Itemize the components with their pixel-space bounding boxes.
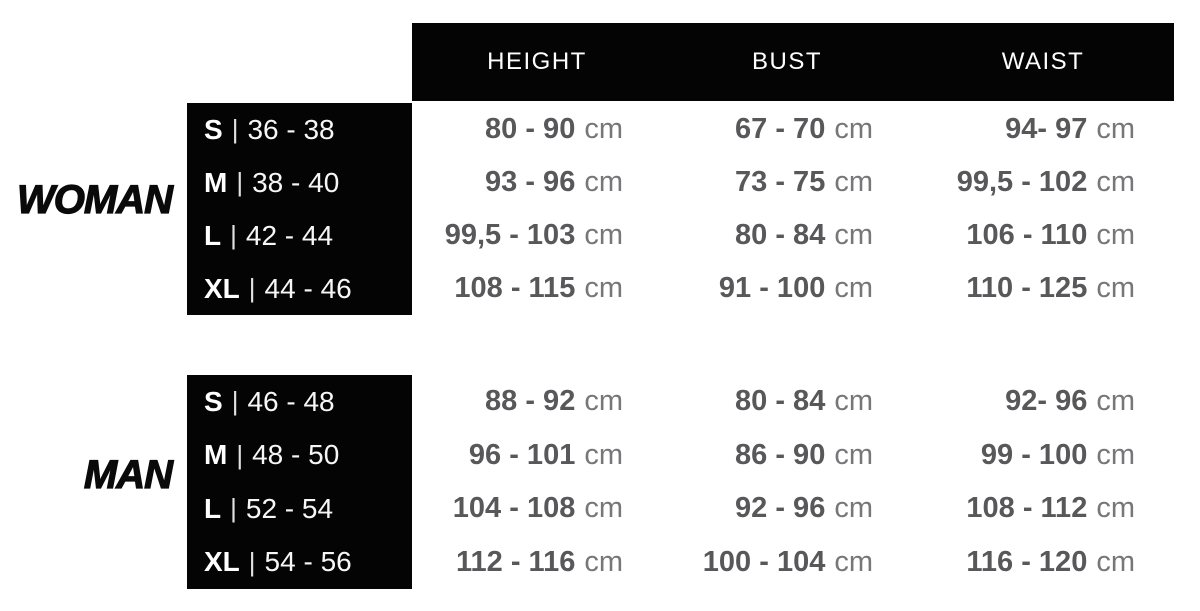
column-header-height-label: HEIGHT (487, 48, 587, 75)
unit-label: cm (834, 166, 873, 198)
size-range: 48 - 50 (252, 439, 340, 471)
height-value: 88 - 92 (485, 385, 576, 418)
size-separator: | (231, 386, 239, 417)
woman-m-waist-cell (912, 156, 1174, 209)
unit-label: cm (584, 272, 623, 304)
unit-label: cm (834, 219, 873, 251)
size-label: S (204, 113, 223, 145)
unit-label: cm (584, 166, 623, 198)
size-label: XL (204, 546, 240, 578)
waist-value: 99 - 100 (980, 438, 1088, 471)
unit-label: cm (1096, 438, 1135, 471)
woman-l-bust-cell (662, 209, 912, 262)
waist-value: 108 - 112 (966, 492, 1088, 525)
size-range: 44 - 46 (264, 272, 352, 304)
height-value: 112 - 116 (455, 545, 576, 578)
unit-label: cm (1096, 166, 1135, 198)
size-range: 42 - 44 (245, 219, 334, 251)
bust-value: 92 - 96 (735, 492, 826, 525)
unit-label: cm (584, 113, 623, 145)
waist-value: 106 - 110 (966, 219, 1088, 251)
size-label: L (204, 492, 222, 524)
woman-xl-waist-cell (912, 262, 1174, 315)
man-size-cell-xl (187, 536, 412, 590)
man-size-cell-m (187, 429, 412, 483)
man-s-height-cell (412, 375, 662, 429)
height-value: 96 - 101 (468, 438, 576, 471)
size-label: L (204, 219, 222, 251)
size-separator: | (230, 220, 237, 250)
size-range: 36 - 38 (247, 113, 335, 145)
man-xl-height-cell (412, 536, 662, 590)
size-range: 46 - 48 (247, 385, 335, 417)
unit-label: cm (834, 113, 873, 145)
column-header-height (412, 23, 662, 101)
waist-value: 94- 97 (1005, 113, 1088, 145)
column-header-bust-label: BUST (751, 48, 822, 75)
woman-s-height-cell (412, 103, 662, 156)
unit-label: cm (584, 219, 623, 251)
woman-size-cell-m (187, 156, 412, 209)
unit-label: cm (1096, 385, 1135, 418)
size-range: 54 - 56 (264, 546, 352, 578)
man-l-waist-cell (912, 482, 1174, 536)
unit-label: cm (584, 438, 623, 471)
size-separator: | (230, 493, 237, 524)
waist-value: 99,5 - 102 (956, 166, 1088, 198)
height-value: 93 - 96 (485, 166, 576, 198)
bust-value: 67 - 70 (735, 113, 826, 145)
unit-label: cm (1096, 492, 1135, 525)
height-value: 99,5 - 103 (444, 219, 576, 251)
bust-value: 86 - 90 (735, 438, 826, 471)
bust-value: 73 - 75 (735, 166, 826, 198)
unit-label: cm (1096, 545, 1135, 578)
woman-xl-height-cell (412, 262, 662, 315)
height-value: 108 - 115 (454, 272, 576, 304)
woman-m-bust-cell (662, 156, 912, 209)
size-range: 52 - 54 (245, 492, 334, 524)
bust-value: 100 - 104 (702, 545, 826, 578)
column-header-bust (662, 23, 912, 101)
size-label: M (204, 166, 228, 198)
unit-label: cm (584, 385, 623, 418)
man-m-bust-cell (662, 429, 912, 483)
unit-label: cm (834, 385, 873, 418)
unit-label: cm (834, 272, 873, 304)
column-header-waist-label: WAIST (1001, 48, 1085, 75)
size-range: 38 - 40 (252, 166, 340, 198)
man-s-bust-cell (662, 375, 912, 429)
woman-size-cell-s (187, 103, 412, 156)
man-l-bust-cell (662, 482, 912, 536)
man-xl-waist-cell (912, 536, 1174, 590)
size-separator: | (236, 167, 244, 197)
woman-size-cell-xl (187, 262, 412, 315)
size-separator: | (236, 439, 244, 470)
size-label: M (204, 439, 228, 471)
unit-label: cm (1096, 219, 1135, 251)
unit-label: cm (1096, 272, 1135, 304)
bust-value: 91 - 100 (718, 272, 826, 304)
woman-l-waist-cell (912, 209, 1174, 262)
waist-value: 110 - 125 (966, 272, 1088, 304)
woman-l-height-cell (412, 209, 662, 262)
man-s-waist-cell (912, 375, 1174, 429)
woman-m-height-cell (412, 156, 662, 209)
unit-label: cm (834, 438, 873, 471)
man-section (187, 375, 1174, 589)
height-value: 104 - 108 (452, 492, 576, 525)
woman-size-cell-l (187, 209, 412, 262)
unit-label: cm (584, 545, 623, 578)
woman-xl-bust-cell (662, 262, 912, 315)
column-header-waist (912, 23, 1174, 101)
man-size-cell-l (187, 482, 412, 536)
waist-value: 116 - 120 (966, 545, 1088, 578)
woman-group-label: WOMAN (17, 178, 172, 222)
man-group-label: MAN (83, 453, 172, 497)
woman-section (187, 103, 1174, 315)
bust-value: 80 - 84 (735, 219, 826, 251)
size-separator: | (248, 546, 256, 577)
size-separator: | (248, 273, 256, 303)
unit-label: cm (1096, 113, 1135, 145)
man-m-height-cell (412, 429, 662, 483)
size-label: XL (204, 272, 240, 304)
size-separator: | (231, 114, 239, 144)
woman-s-waist-cell (912, 103, 1174, 156)
man-size-cell-s (187, 375, 412, 429)
size-label: S (204, 385, 223, 417)
waist-value: 92- 96 (1005, 385, 1088, 418)
woman-s-bust-cell (662, 103, 912, 156)
height-value: 80 - 90 (485, 113, 576, 145)
unit-label: cm (834, 545, 873, 578)
unit-label: cm (834, 492, 873, 525)
bust-value: 80 - 84 (735, 385, 826, 418)
unit-label: cm (584, 492, 623, 525)
man-xl-bust-cell (662, 536, 912, 590)
man-l-height-cell (412, 482, 662, 536)
table-header-bar (412, 23, 1174, 101)
man-m-waist-cell (912, 429, 1174, 483)
